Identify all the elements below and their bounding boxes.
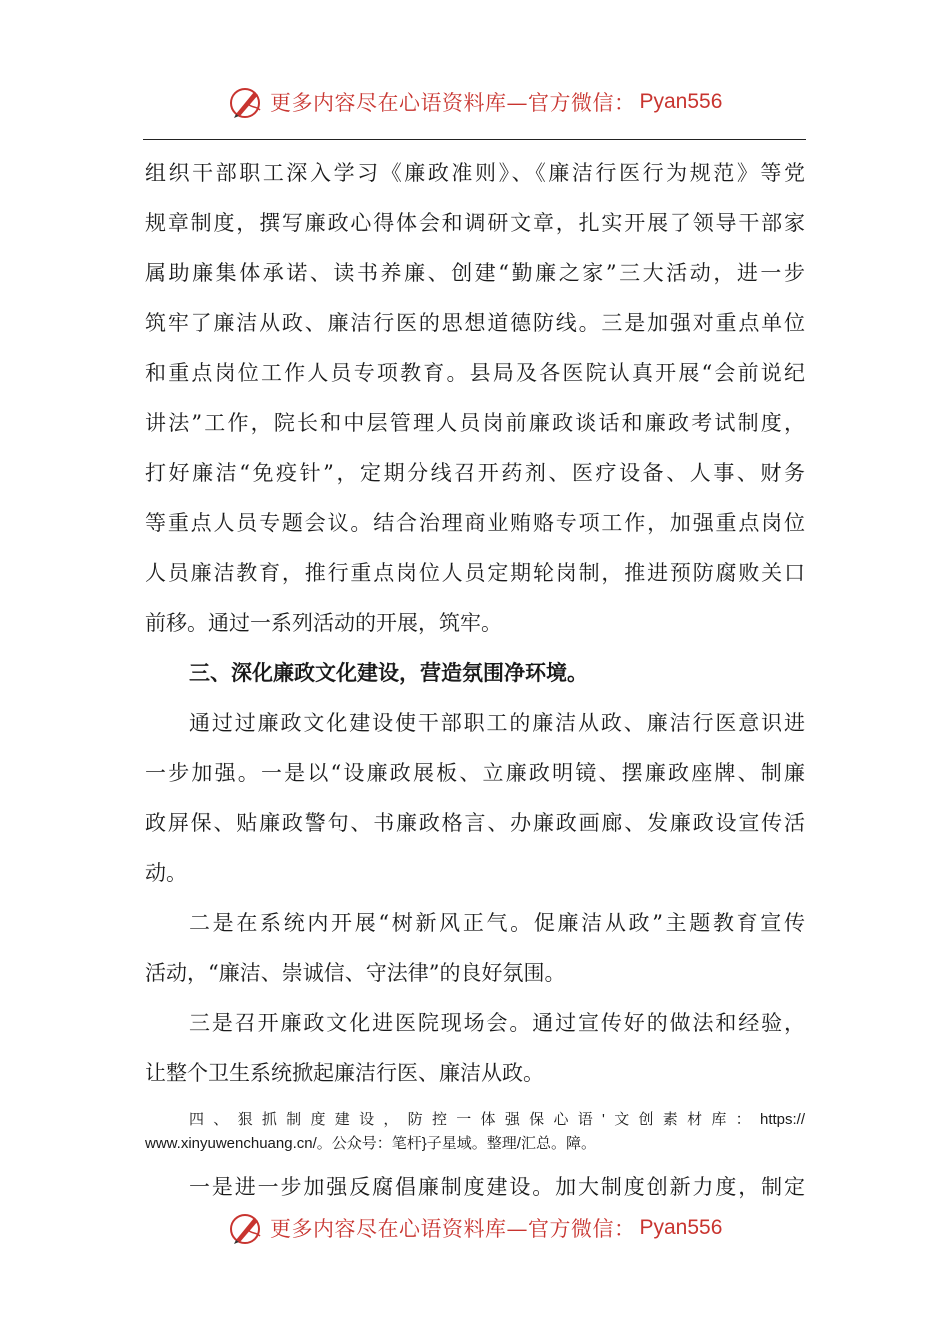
- body-line: 筑牢了廉洁从政、廉洁行医的思想道德防线。三是加强对重点单位: [145, 311, 805, 335]
- body-line: 二是在系统内开展“树新风正气。促廉洁从政”主题教育宣传: [189, 911, 805, 935]
- header-banner-text: 更多内容尽在心语资料库—官方微信：: [270, 91, 636, 115]
- body-line: 和重点岗位工作人员专项教育。县局及各医院认真开展“会前说纪: [145, 361, 805, 385]
- footer-banner-text: 更多内容尽在心语资料库—官方微信：: [270, 1217, 636, 1241]
- body-line: 等重点人员专题会议。结合治理商业贿赂专项工作，加强重点岗位: [145, 511, 805, 535]
- body-line: 一步加强。一是以“设廉政展板、立廉政明镜、摆廉政座牌、制廉: [145, 761, 805, 785]
- watermark-line: www.xinyuwenchuang.cn/。公众号：笔杆}子星域。整理/汇总。障。: [145, 1135, 596, 1152]
- body-line: 人员廉洁教育，推行重点岗位人员定期轮岗制，推进预防腐败关口: [145, 561, 805, 585]
- pen-logo-icon: [228, 1210, 264, 1246]
- section-heading-3: 三、深化廉政文化建设，营造氛围净环境。: [189, 660, 588, 685]
- pen-logo-icon: [228, 84, 264, 120]
- body-line: 活动，“廉洁、崇诚信、守法律”的良好氛围。: [145, 961, 566, 985]
- body-line: 打好廉洁“免疫针”，定期分线召开药剂、医疗设备、人事、财务: [145, 461, 805, 485]
- body-line: 规章制度，撰写廉政心得体会和调研文章，扎实开展了领导干部家: [145, 211, 805, 235]
- body-line: 前移。通过一系列活动的开展，筑牢。: [145, 611, 502, 635]
- body-line: 一是进一步加强反腐倡廉制度建设。加大制度创新力度，制定: [189, 1175, 805, 1199]
- header-banner: [228, 82, 722, 122]
- header-banner-wechat-id: Pyan556: [639, 90, 723, 113]
- body-line: 让整个卫生系统掀起廉洁行医、廉洁从政。: [145, 1061, 544, 1085]
- footer-banner: [228, 1208, 722, 1248]
- body-line: 组织干部职工深入学习《廉政准则》、《廉洁行医行为规范》等党: [145, 161, 805, 185]
- body-line: 动。: [145, 861, 187, 885]
- footer-banner-wechat-id: Pyan556: [639, 1216, 723, 1239]
- body-line: 通过过廉政文化建设使干部职工的廉洁从政、廉洁行医意识进: [189, 711, 805, 735]
- body-line: 政屏保、贴廉政警句、书廉政格言、办廉政画廊、发廉政设宣传活: [145, 811, 805, 835]
- header-divider: [143, 139, 806, 140]
- body-line: 三是召开廉政文化进医院现场会。通过宣传好的做法和经验，: [189, 1011, 805, 1035]
- watermark-line: 四、狠抓制度建设，防控一体强保心语'文创素材库：https://: [189, 1111, 805, 1128]
- body-line: 属助廉集体承诺、读书养廉、创建“勤廉之家”三大活动，进一步: [145, 261, 805, 285]
- document-body: [145, 148, 805, 1212]
- body-line: 讲法”工作，院长和中层管理人员岗前廉政谈话和廉政考试制度，: [145, 411, 805, 435]
